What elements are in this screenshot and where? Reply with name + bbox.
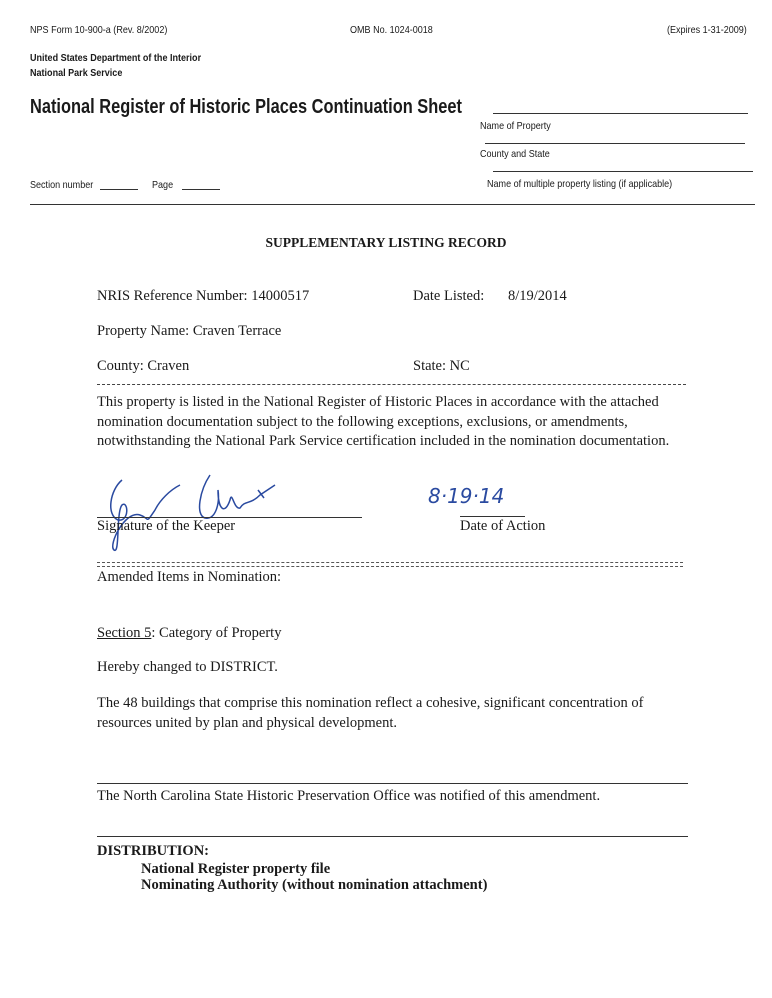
rule-2 (97, 836, 688, 837)
date-of-action-label: Date of Action (460, 518, 546, 534)
changed-text: Hereby changed to DISTRICT. (97, 659, 278, 675)
nris-number: NRIS Reference Number: 14000517 (97, 288, 310, 304)
page-label: Page (152, 179, 174, 191)
record-heading: SUPPLEMENTARY LISTING RECORD (265, 235, 507, 250)
section-number-label: Section number (30, 179, 94, 191)
name-of-property-label: Name of Property (480, 120, 551, 132)
omb-number: OMB No. 1024-0018 (350, 24, 433, 36)
distribution-heading: DISTRIBUTION: (97, 843, 209, 859)
expiration: (Expires 1-31-2009) (667, 24, 747, 36)
county-state-label: County and State (480, 148, 550, 160)
explanation: The 48 buildings that comprise this nomination reflect a cohesive, significant concentration of resources united by plan and physical development. (97, 695, 644, 731)
double-divider (97, 562, 683, 567)
date-listed: 8/19/2014 (508, 288, 567, 304)
multiple-listing-line (493, 171, 753, 172)
page-title: National Register of Historic Places Continuation Sheet (30, 96, 462, 118)
distribution-item: National Register property file (141, 861, 331, 877)
form-id: NPS Form 10-900-a (Rev. 8/2002) (30, 24, 168, 36)
listing-statement: This property is listed in the National Register of Historic Places in accordance with the attached nomination documentation subject to the following exceptions, exclusions, or amendments, notwithstanding the National Park Service certification included in the nomination documentation. (97, 394, 670, 449)
section-title: : Category of Property (151, 625, 282, 641)
amended-heading: Amended Items in Nomination: (97, 569, 282, 585)
date-listed-label: Date Listed: (413, 288, 485, 304)
date-line (460, 516, 525, 517)
keeper-signature (100, 470, 290, 560)
header-rule (30, 204, 755, 205)
service: National Park Service (30, 67, 123, 79)
county: County: Craven (97, 358, 190, 374)
distribution-item: Nominating Authority (without nomination attachment) (141, 877, 488, 893)
page-field (182, 189, 220, 190)
rule-1 (97, 783, 688, 784)
state: State: NC (413, 358, 470, 374)
property-name: Property Name: Craven Terrace (97, 323, 282, 339)
dashed-divider (97, 384, 686, 385)
signature-label: Signature of the Keeper (97, 518, 236, 534)
name-of-property-line (493, 113, 748, 114)
notification: The North Carolina State Historic Preservation Office was notified of this amendment. (97, 788, 601, 804)
section-label: Section 5 (97, 625, 152, 641)
department: United States Department of the Interior (30, 52, 202, 64)
multiple-listing-label: Name of multiple property listing (if applicable) (487, 178, 673, 190)
date-of-action-handwritten: 8·19·14 (428, 484, 505, 508)
county-state-line (485, 143, 745, 144)
section-number-field (100, 189, 138, 190)
section-5 (97, 625, 281, 642)
